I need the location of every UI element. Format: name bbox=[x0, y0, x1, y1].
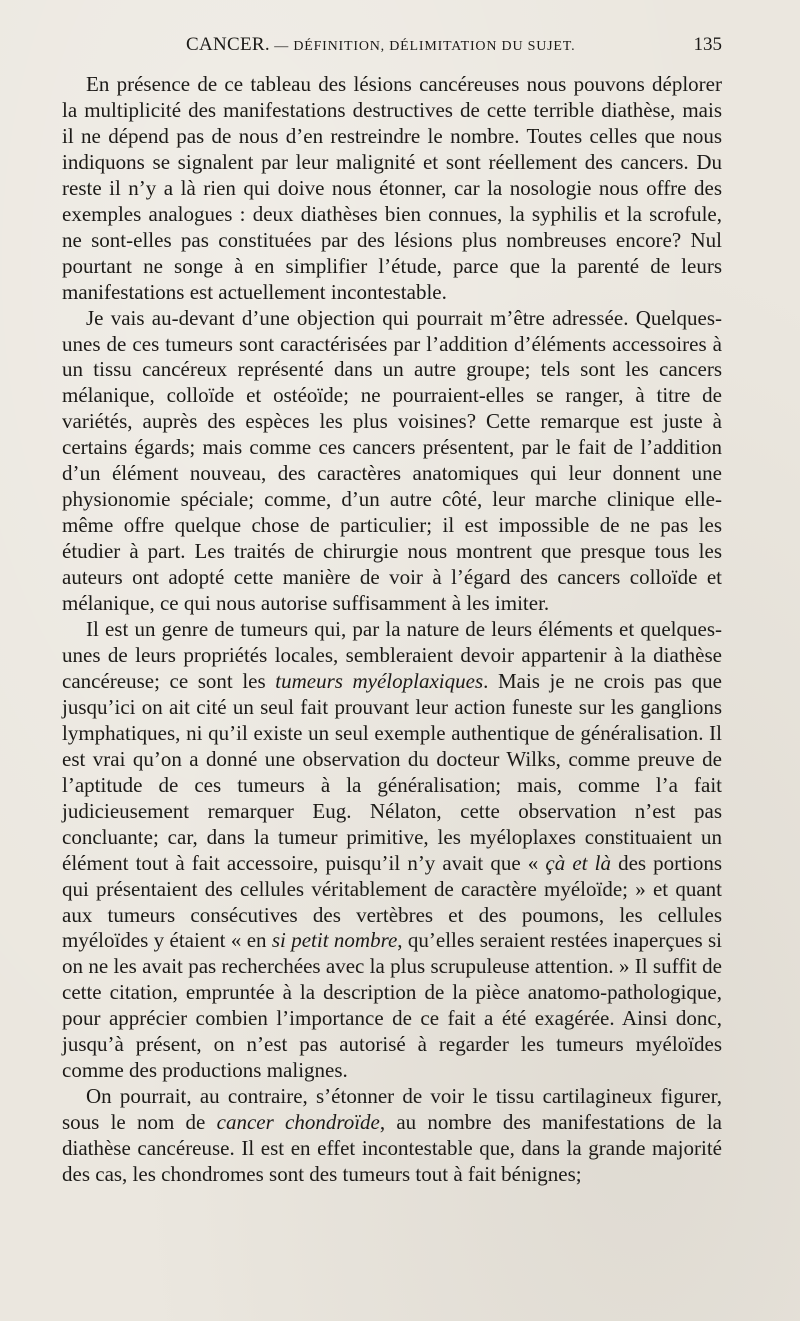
paragraph-3-text-c: des portions qui présentaient des cellules véritablement de caractère myéloïde; » et quant aux tumeurs consécutives des vertèbres et des poumons, les cellules myéloïdes y étaient « en bbox=[62, 850, 723, 953]
paragraph-3-italic-quote-2: si petit nombre bbox=[271, 928, 398, 953]
page-body bbox=[62, 72, 722, 1188]
paragraph-2: Je vais au-devant d’une objection qui pourrait m’être adressée. Quelques-unes de ces tumeurs sont caractérisées par l’addition d’éléments accessoires à un tissu cancéreux représenté dans un autre groupe; tels sont les cancers mélanique, colloïde et ostéoïde; ne pourraient-elles se ranger, à titre de variétés, auprès des espèces les plus voisines? Cette remarque est juste à certains égards; mais comme ces cancers présentent, par le fait de l’addition d’un élément nouveau, des caractères anatomiques qui leur donnent une physionomie spéciale; comme, d’un autre côté, leur marche clinique elle-même offre quelque chose de particulier; il est impossible de ne pas les étudier à part. Les traités de chirurgie nous montrent que presque tous les auteurs ont adopté cette manière de voir à l’égard des cancers colloïde et mélanique, ce qui nous autorise suffisamment à les imiter. bbox=[62, 305, 722, 616]
paragraph-4 bbox=[62, 1084, 722, 1188]
page-number: 135 bbox=[693, 34, 722, 55]
paragraph-3-italic-quote-1: çà et là bbox=[545, 850, 611, 875]
paragraph-3-text-b: . Mais je ne crois pas que jusqu’ici on ait cité un seul fait prouvant leur action funeste sur les ganglions lymphatiques, ni qu’il existe un seul exemple authentique de généralisation. Il est vrai qu’on a donné une observation du docteur Wilks, comme preuve de l’aptitude de ces tumeurs à la généralisation; mais, comme l’a fait judicieusement remarquer Eug. Nélaton, cette observation n’est pas concluante; car, dans la tumeur primitive, les myéloplaxes constituaient un élément tout à fait accessoire, puisqu’il n’y avait que « bbox=[62, 668, 722, 875]
paragraph-3-text-d: , qu’elles seraient restées inaperçues si on ne les avait pas recherchées avec la plus scrupuleuse attention. » Il suffit de cette citation, empruntée à la description de la pièce anatomo-pathologique, pour apprécier combien l’importance de ce fait a été exagérée. Ainsi donc, jusqu’à présent, on n’est pas autorisé à regarder les tumeurs myéloïdes comme des productions malignes. bbox=[62, 928, 723, 1083]
paragraph-3-italic-term: tumeurs myéloplaxiques bbox=[275, 668, 484, 693]
paragraph-1: En présence de ce tableau des lésions cancéreuses nous pouvons déplorer la multiplicité des manifestations destructives de cette terrible diathèse, mais il ne dépend pas de nous d’en restreindre le nombre. Toutes celles que nous indiquons se signalent par leur malignité et sont réellement des cancers. Du reste il n’y a là rien qui doive nous étonner, car la nosologie nous offre des exemples analogues : deux diathèses bien connues, la syphilis et la scrofule, ne sont-elles pas constituées par des lésions plus nombreuses encore? Nul pourtant ne songe à en simplifier l’étude, parce que la parenté de leurs manifestations est actuellement incontestable. bbox=[62, 72, 722, 304]
page-header bbox=[62, 34, 722, 62]
running-head-subtitle: — DÉFINITION, DÉLIMITATION DU SUJET. bbox=[269, 39, 576, 54]
paragraph-4-text-a: On pourrait, au contraire, s’étonner de voir le tissu cartilagineux figurer, sous le nom de bbox=[62, 1084, 722, 1135]
paragraph-4-italic-term: cancer chondroïde bbox=[216, 1110, 380, 1135]
paragraph-3-text-a: Il est un genre de tumeurs qui, par la nature de leurs éléments et quelques-unes de leurs propriétés locales, sembleraient devoir appartenir à la diathèse cancéreuse; ce sont les bbox=[62, 617, 722, 693]
paragraph-4-text-b: , au nombre des manifestations de la diathèse cancéreuse. Il est en effet incontestable que, dans la grande majorité des cas, les chondromes sont des tumeurs tout à fait bénignes; bbox=[62, 1110, 722, 1187]
running-head-main: CANCER. bbox=[186, 34, 270, 55]
paragraph-3 bbox=[62, 617, 722, 1084]
running-head bbox=[186, 34, 575, 56]
